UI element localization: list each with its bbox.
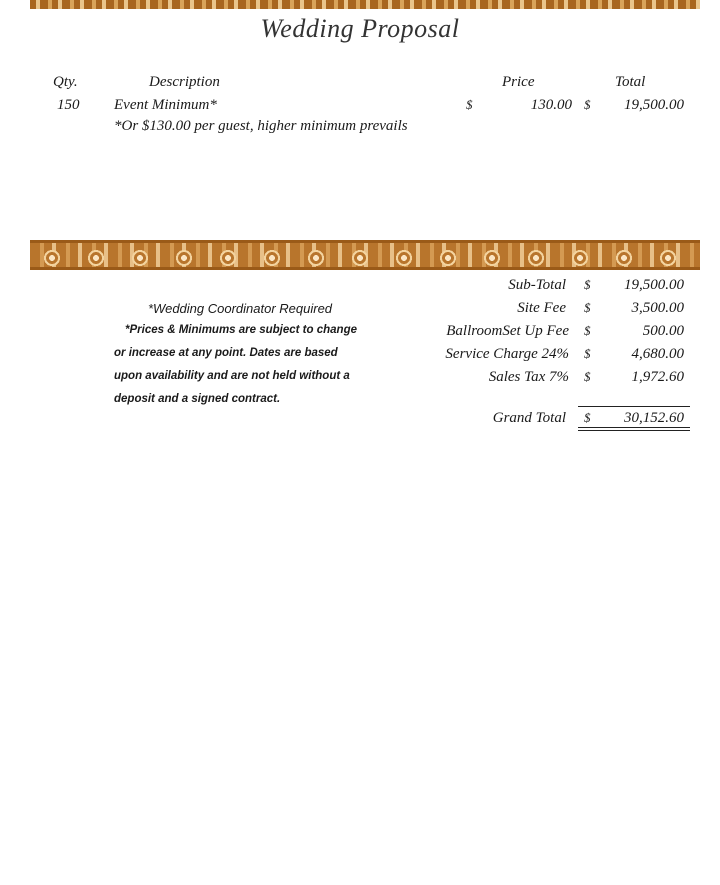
grand-total-label: Grand Total bbox=[492, 410, 566, 426]
summary-label: Service Charge 24% bbox=[445, 346, 569, 362]
line-item-total-currency: $ bbox=[584, 97, 591, 112]
line-item-price-currency: $ bbox=[466, 97, 473, 112]
summary-currency: $ bbox=[584, 323, 591, 338]
header-description: Description bbox=[149, 74, 220, 90]
grand-total-double-rule bbox=[578, 427, 690, 431]
summary-value: 1,972.60 bbox=[631, 369, 684, 385]
summary-label: Site Fee bbox=[517, 300, 566, 316]
terms-line-4: deposit and a signed contract. bbox=[114, 393, 281, 405]
summary-value: 3,500.00 bbox=[631, 300, 684, 316]
line-item-price: 130.00 bbox=[530, 97, 572, 113]
header-total: Total bbox=[615, 74, 646, 90]
grand-total-top-rule bbox=[578, 406, 690, 407]
terms-line-3: upon availability and are not held without a bbox=[114, 370, 350, 382]
summary-label: BallroomSet Up Fee bbox=[446, 323, 569, 339]
header-price: Price bbox=[502, 74, 535, 90]
summary-value: 4,680.00 bbox=[631, 346, 684, 362]
decorative-middle-border bbox=[30, 240, 700, 270]
summary-label: Sales Tax 7% bbox=[488, 369, 569, 385]
summary-value: 19,500.00 bbox=[624, 277, 684, 293]
summary-currency: $ bbox=[584, 300, 591, 315]
document-title: Wedding Proposal bbox=[260, 14, 460, 43]
line-item-qty: 150 bbox=[57, 97, 80, 113]
header-qty: Qty. bbox=[53, 74, 78, 90]
grand-total-currency: $ bbox=[584, 410, 591, 425]
terms-line-2: or increase at any point. Dates are based bbox=[114, 347, 338, 359]
decorative-top-border bbox=[30, 0, 700, 9]
summary-currency: $ bbox=[584, 346, 591, 361]
summary-label: Sub-Total bbox=[508, 277, 566, 293]
summary-currency: $ bbox=[584, 369, 591, 384]
line-item-total: 19,500.00 bbox=[624, 97, 684, 113]
grand-total-value: 30,152.60 bbox=[624, 410, 684, 426]
coordinator-note: *Wedding Coordinator Required bbox=[148, 301, 333, 316]
line-item-note: *Or $130.00 per guest, higher minimum prevails bbox=[114, 118, 408, 134]
terms-line-1: *Prices & Minimums are subject to change bbox=[125, 324, 357, 336]
line-item-description: Event Minimum* bbox=[114, 97, 217, 113]
summary-currency: $ bbox=[584, 277, 591, 292]
summary-value: 500.00 bbox=[642, 323, 684, 339]
